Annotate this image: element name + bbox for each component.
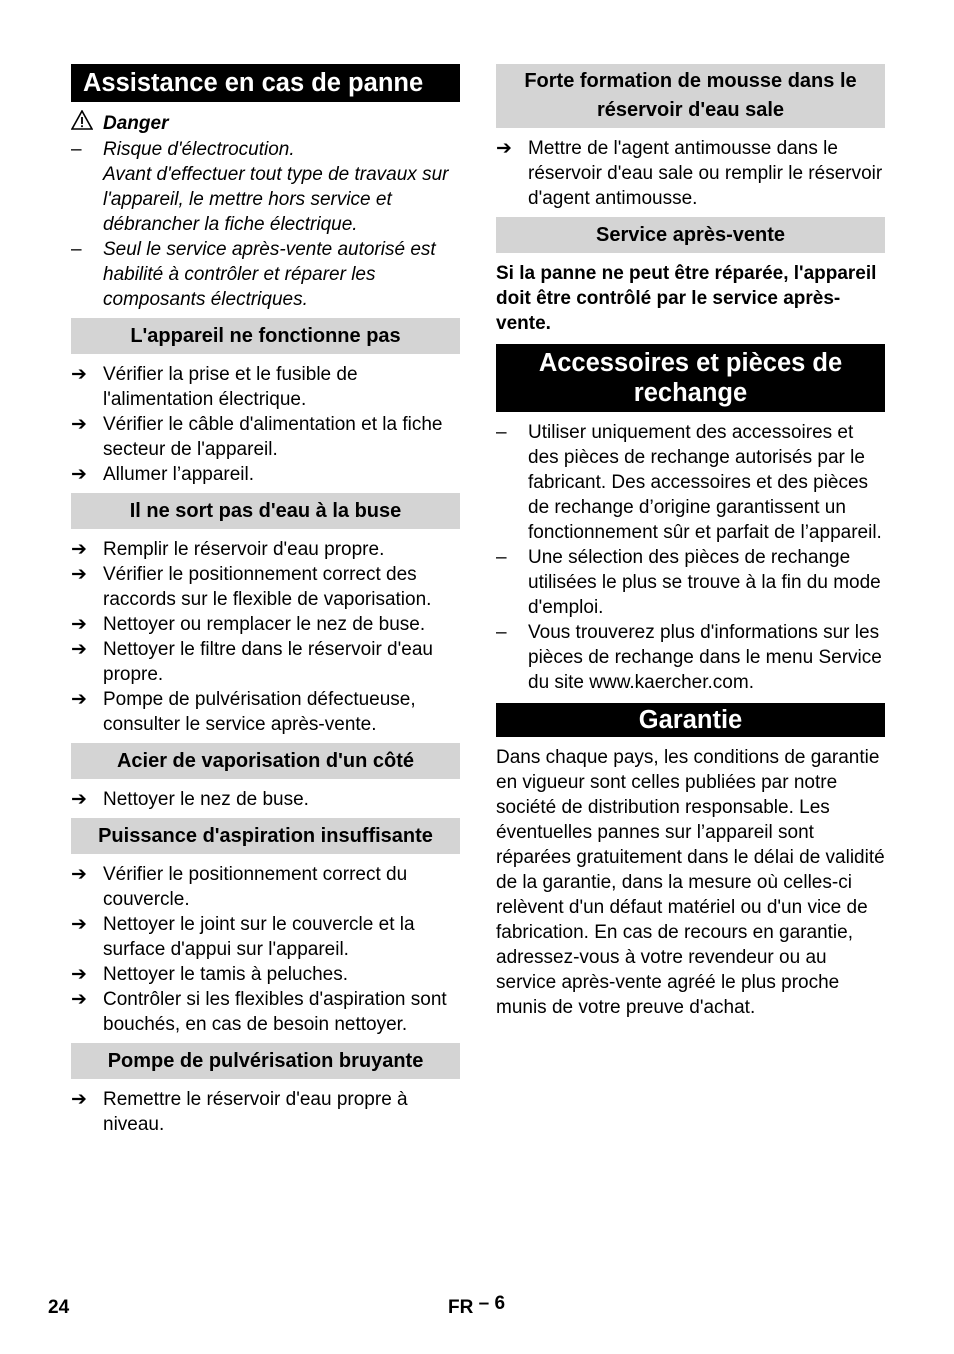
arrow-bullet-icon: ➔: [496, 138, 512, 159]
foam-heading: Forte formation de mousse dans le réservoir d'eau sale: [496, 64, 885, 128]
arrow-bullet-icon: ➔: [71, 1089, 87, 1110]
arrow-list-item: [71, 562, 460, 612]
arrow-list-item: [71, 462, 460, 487]
right-column: [496, 64, 885, 1020]
dash-list-item: [496, 420, 885, 545]
service-text: Si la panne ne peut être réparée, l'appareil doit être contrôlé par le service après-vente.: [496, 263, 877, 334]
arrow-bullet-icon: ➔: [71, 564, 87, 585]
accessories-list: [496, 420, 885, 695]
arrow-bullet-icon: ➔: [71, 414, 87, 435]
accessories-heading: Accessoires et pièces de rechange: [496, 344, 885, 412]
danger-label: Danger: [103, 113, 169, 134]
warning-triangle-icon: [71, 110, 103, 137]
list-item-text: Remplir le réservoir d'eau propre.: [103, 539, 385, 560]
list-item-text: Vous trouverez plus d'informations sur les pièces de rechange dans le menu Service du site www.kaercher.com.: [528, 622, 882, 693]
left-column: [71, 64, 460, 1137]
arrow-list-item: [71, 612, 460, 637]
dash-list-item: [71, 237, 460, 312]
list-item-text: Nettoyer ou remplacer le nez de buse.: [103, 614, 426, 635]
arrow-bullet-icon: ➔: [71, 639, 87, 660]
troubleshooting-heading: Assistance en cas de panne: [71, 64, 460, 102]
section-heading: L'appareil ne fonctionne pas: [71, 318, 460, 354]
footer-section-number: – 6: [478, 1293, 506, 1314]
arrow-list-item: [71, 912, 460, 962]
list-item-text: Mettre de l'agent antimousse dans le réservoir d'eau sale ou remplir le réservoir d'agent antimousse.: [528, 138, 883, 209]
list-item-text: Utiliser uniquement des accessoires et des pièces de rechange autorisés par le fabricant. Des accessoires et des pièces de rechange d’origine garantissent un fonctionnement sûr et parfait de l’appareil.: [528, 422, 882, 543]
dash-bullet-icon: –: [71, 139, 82, 160]
arrow-bullet-icon: ➔: [71, 789, 87, 810]
foam-list: [496, 136, 885, 211]
section-heading: Puissance d'aspiration insuffisante: [71, 818, 460, 854]
service-heading: Service après-vente: [496, 217, 885, 253]
list-item-text: Vérifier le positionnement correct du couvercle.: [103, 864, 408, 910]
footer-section: [448, 1293, 506, 1319]
section-heading: Pompe de pulvérisation bruyante: [71, 1043, 460, 1079]
list-item-text: Vérifier le câble d'alimentation et la fiche secteur de l'appareil.: [103, 414, 443, 460]
list-item-text: Une sélection des pièces de rechange utilisées le plus se trouve à la fin du mode d'emploi.: [528, 547, 881, 618]
danger-list: [71, 137, 460, 312]
danger-notice: [71, 110, 460, 137]
troubleshooting-sections: [71, 318, 460, 1137]
arrow-bullet-icon: ➔: [71, 614, 87, 635]
list-item-text: Contrôler si les flexibles d'aspiration sont bouchés, en cas de besoin nettoyer.: [103, 989, 447, 1035]
list-item-text: Nettoyer le joint sur le couvercle et la surface d'appui sur l'appareil.: [103, 914, 415, 960]
list-item-text: Nettoyer le nez de buse.: [103, 789, 309, 810]
arrow-list-item: [71, 637, 460, 687]
arrow-bullet-icon: ➔: [71, 464, 87, 485]
list-item-text: Risque d'électrocution. Avant d'effectuer tout type de travaux sur l'appareil, le mettre hors service et débrancher la fiche électrique.: [103, 139, 449, 235]
section-heading: Il ne sort pas d'eau à la buse: [71, 493, 460, 529]
arrow-list-item: [71, 987, 460, 1037]
list-item-text: Nettoyer le filtre dans le réservoir d'eau propre.: [103, 639, 433, 685]
dash-bullet-icon: –: [496, 422, 507, 443]
arrow-bullet-icon: ➔: [71, 964, 87, 985]
list-item-text: Nettoyer le tamis à peluches.: [103, 964, 349, 985]
arrow-list-item: [71, 687, 460, 737]
warranty-text: Dans chaque pays, les conditions de garantie en vigueur sont celles publiées par notre société de distribution responsable. Les éventuelles pannes sur l’appareil sont réparées gratuitement dans le délai de validité de la garantie, dans la mesure où celles-ci relèvent d'un défaut matériel ou d'un vice de fabrication. En cas de recours en garantie, adressez-vous à votre revendeur ou au service après-vente agréé le plus proche munis de votre preuve d'achat.: [496, 747, 885, 1018]
arrow-bullet-icon: ➔: [71, 689, 87, 710]
dash-bullet-icon: –: [496, 622, 507, 643]
footer-lang: FR: [448, 1297, 474, 1318]
arrow-bullet-icon: ➔: [71, 914, 87, 935]
dash-list-item: [496, 620, 885, 695]
dash-list-item: [71, 137, 460, 237]
list-item-text: Vérifier le positionnement correct des raccords sur le flexible de vaporisation.: [103, 564, 432, 610]
list-item-text: Seul le service après-vente autorisé est habilité à contrôler et réparer les composants électriques.: [103, 239, 436, 310]
warranty-heading: Garantie: [496, 703, 885, 737]
arrow-list-item: [71, 962, 460, 987]
arrow-bullet-icon: ➔: [71, 989, 87, 1010]
list-item-text: Vérifier la prise et le fusible de l'alimentation électrique.: [103, 364, 358, 410]
section-heading: Acier de vaporisation d'un côté: [71, 743, 460, 779]
arrow-bullet-icon: ➔: [71, 539, 87, 560]
page-number: 24: [48, 1297, 70, 1318]
arrow-list-item: [71, 362, 460, 412]
arrow-list-item: [71, 1087, 460, 1137]
arrow-bullet-icon: ➔: [71, 364, 87, 385]
arrow-bullet-icon: ➔: [71, 864, 87, 885]
arrow-list-item: [71, 537, 460, 562]
arrow-list-item: [71, 862, 460, 912]
arrow-list-item: [496, 136, 885, 211]
list-item-text: Remettre le réservoir d'eau propre à niveau.: [103, 1089, 408, 1135]
dash-list-item: [496, 545, 885, 620]
arrow-list-item: [71, 787, 460, 812]
list-item-text: Allumer l’appareil.: [103, 464, 255, 485]
dash-bullet-icon: –: [71, 239, 82, 260]
list-item-text: Pompe de pulvérisation défectueuse, consulter le service après-vente.: [103, 689, 416, 735]
dash-bullet-icon: –: [496, 547, 507, 568]
arrow-list-item: [71, 412, 460, 462]
